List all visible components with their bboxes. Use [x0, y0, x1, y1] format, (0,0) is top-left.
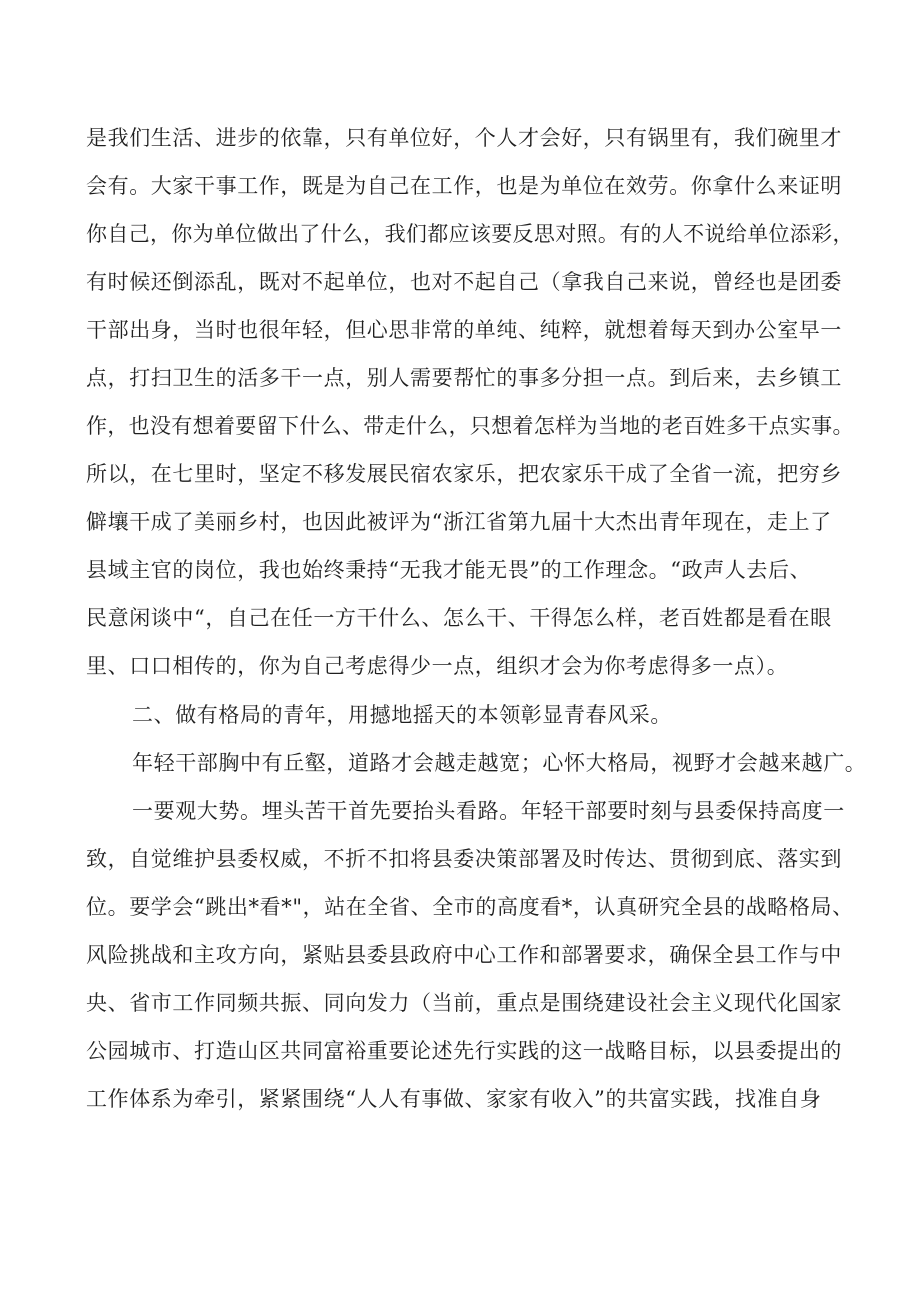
body-text-line: 会有。大家干事工作，既是为自己在工作，也是为单位在效劳。你拿什么来证明 [86, 174, 842, 198]
body-text-line: 风险挑战和主攻方向，紧贴县委县政府中心工作和部署要求，确保全县工作与中 [86, 943, 842, 967]
body-text-line: 工作体系为牵引，紧紧围绕“人人有事做、家家有收入”的共富实践，找准自身 [86, 1087, 822, 1111]
body-text-line: 年轻干部胸中有丘壑，道路才会越走越宽；心怀大格局，视野才会越来越广。 [132, 751, 867, 775]
body-text-line: 作，也没有想着要留下什么、带走什么，只想着怎样为当地的老百姓多干点实事。 [86, 414, 854, 438]
body-text-line: 僻壤干成了美丽乡村，也因此被评为“浙江省第九届十大杰出青年现在，走上了 [86, 510, 832, 534]
body-text-line: 县域主官的岗位，我也始终秉持“无我才能无畏”的工作理念。“政声人去后、 [86, 558, 812, 582]
section-heading: 二、做有格局的青年，用撼地摇天的本领彰显青春风采。 [132, 703, 672, 727]
body-text-line: 一要观大势。埋头苦干首先要抬头看路。年轻干部要时刻与县委保持高度一 [132, 799, 845, 823]
body-text-line: 致，自觉维护县委权威，不折不扣将县委决策部署及时传达、贯彻到底、落实到 [86, 847, 842, 871]
body-text-line: 公园城市、打造山区共同富裕重要论述先行实践的这一战略目标，以县委提出的 [86, 1039, 842, 1063]
body-text-line: 有时候还倒添乱，既对不起单位，也对不起自己（拿我自己来说，曾经也是团委 [86, 270, 842, 294]
body-text-line: 你自己，你为单位做出了什么，我们都应该要反思对照。有的人不说给单位添彩， [86, 222, 854, 246]
body-text-line: 所以，在七里时，坚定不移发展民宿农家乐，把农家乐干成了全省一流，把穷乡 [86, 462, 842, 486]
body-text-line: 央、省市工作同频共振、同向发力（当前，重点是围绕建设社会主义现代化国家 [86, 991, 842, 1015]
body-text-line: 点，打扫卫生的活多干一点，别人需要帮忙的事多分担一点。到后来，去乡镇工 [86, 366, 842, 390]
body-text-line: 是我们生活、进步的依靠，只有单位好，个人才会好，只有锅里有，我们碗里才 [86, 126, 842, 150]
body-text-line: 里、口口相传的，你为自己考虑得少一点，组织才会为你考虑得多一点）。 [86, 654, 789, 678]
body-text-line: 民意闲谈中“，自己在任一方干什么、怎么干、干得怎么样，老百姓都是看在眼 [86, 606, 832, 630]
body-text-line: 干部出身，当时也很年轻，但心思非常的单纯、纯粹，就想着每天到办公室早一 [86, 318, 842, 342]
body-text-line: 位。要学会“跳出*看*"，站在全省、全市的高度看*，认真研究全县的战略格局、 [86, 895, 854, 919]
